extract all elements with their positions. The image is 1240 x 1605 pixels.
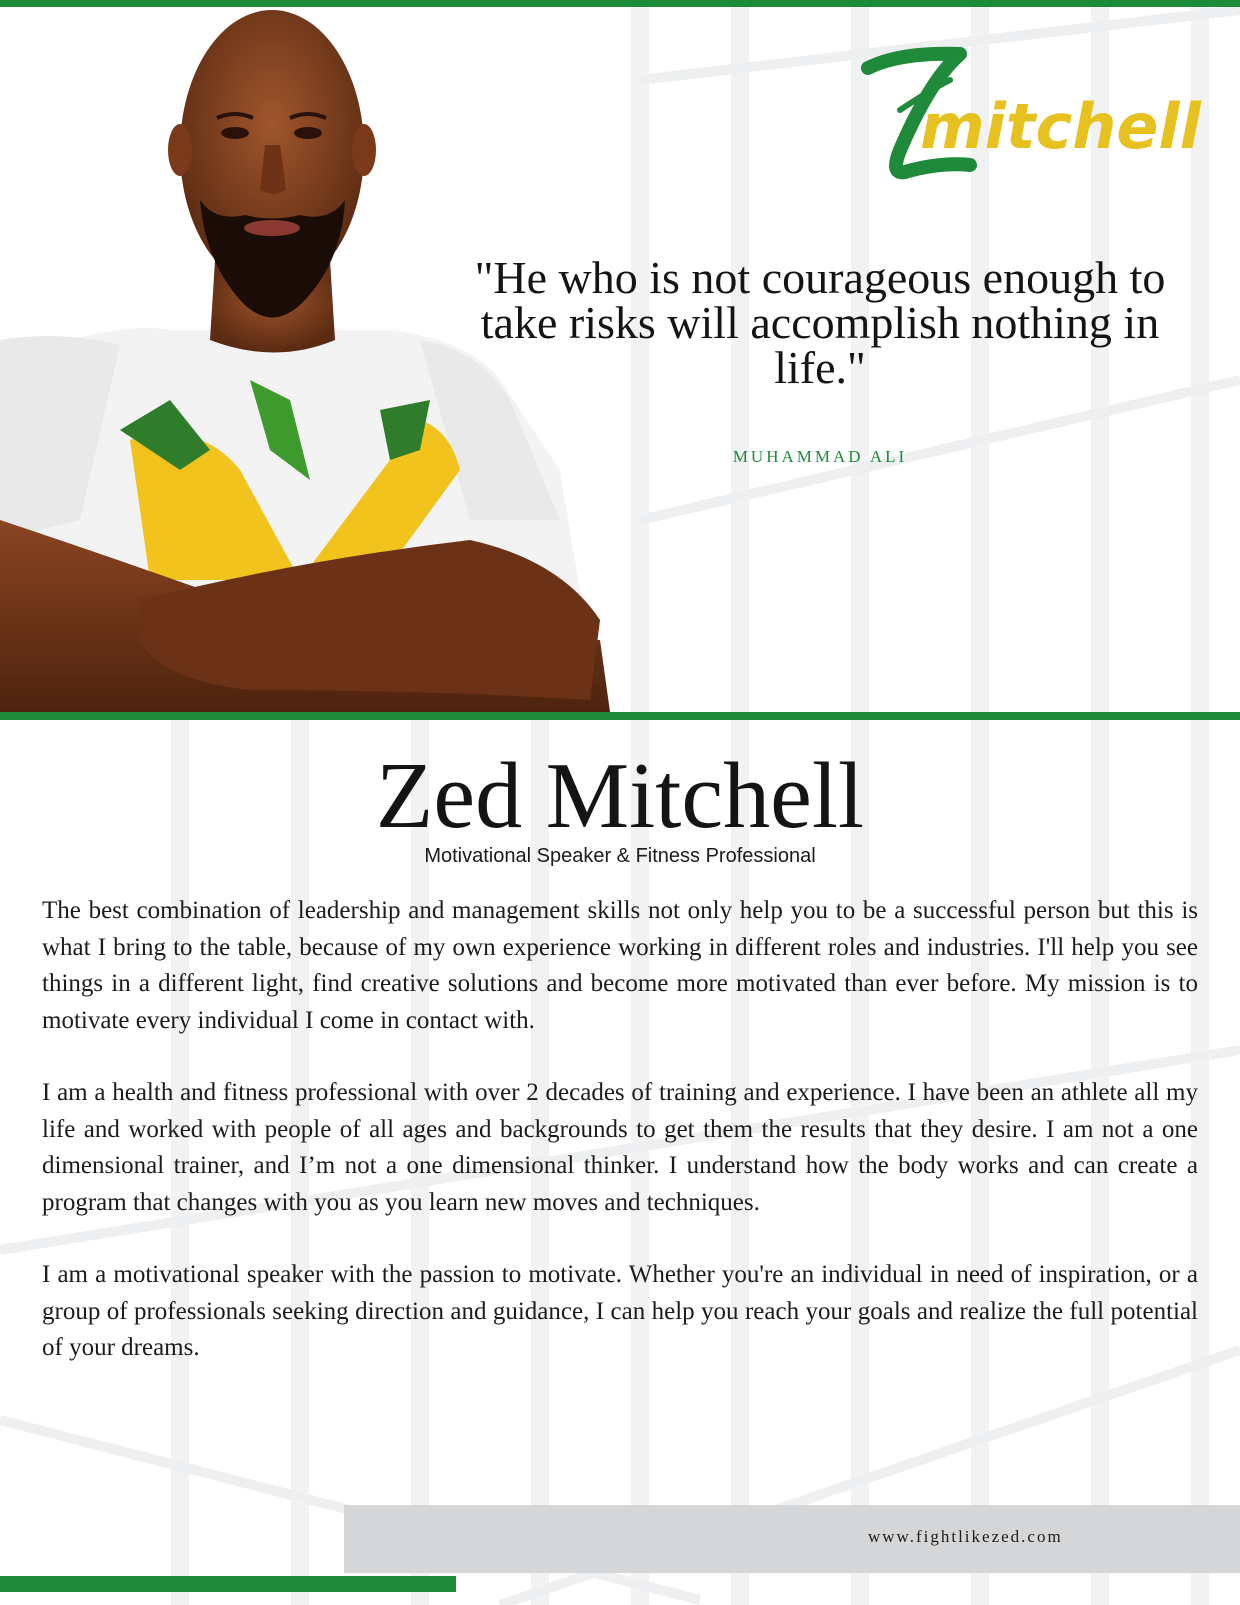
bio-paragraph: I am a motivational speaker with the passion to motivate. Whether you're an individual in need of inspiration, or a group of professionals seeking direction and guidance, I can help you reach your goals and realize the full potential of your dreams.: [42, 1261, 1198, 1361]
footer-band: [344, 1505, 1240, 1573]
bio-section: [42, 893, 1198, 1403]
logo-wordmark: mitchell: [920, 90, 1201, 163]
profile-name: Zed Mitchell: [375, 744, 865, 848]
top-accent-bar: [0, 0, 1240, 7]
bio-paragraph: I am a health and fitness professional with over 2 decades of training and experience. I have been an athlete all my life and worked with people of all ages and backgrounds to get them the results that they desire. I am not a one dimensional trainer, and I’m not a one dimensional thinker. I understand how the body works and can create a program that changes with you as you learn new moves and techniques.: [42, 1079, 1198, 1216]
section-divider-bar: [0, 712, 1240, 720]
profile-title: Motivational Speaker & Fitness Professional: [424, 845, 816, 867]
website-link[interactable]: www.fightlikezed.com: [868, 1527, 1063, 1546]
quote-text: "He who is not courageous enough to take risks will accomplish nothing in life.": [474, 252, 1166, 393]
zmitchell-logo: [860, 40, 1201, 190]
quote-author: MUHAMMAD ALI: [732, 447, 908, 466]
bio-paragraph: The best combination of leadership and management skills not only help you to be a successful person but this is what I bring to the table, because of my own experience working in different roles and industries. I'll help you see things in a different light, find creative solutions and become more motivated than ever before. My mission is to motivate every individual I come in contact with.: [42, 897, 1198, 1034]
footer-accent-bar: [0, 1576, 456, 1592]
